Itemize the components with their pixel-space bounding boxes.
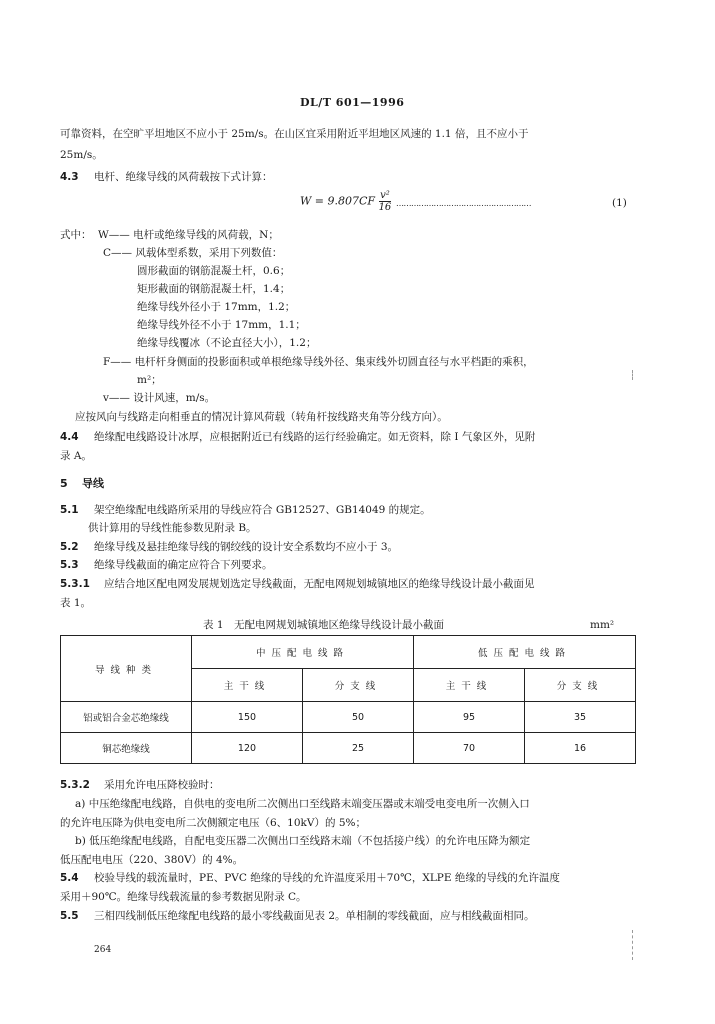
formula-leader-dots: ……………………………………………… bbox=[396, 199, 531, 208]
formula-denominator: 16 bbox=[378, 202, 392, 213]
section-text: 表 1。 bbox=[60, 597, 92, 609]
table-subheader: 主干线 bbox=[192, 669, 303, 702]
scan-edge-line bbox=[632, 370, 633, 380]
table-header-type: 导线种类 bbox=[61, 636, 192, 702]
paragraph-text: 25m/s。 bbox=[60, 149, 103, 161]
section-text: 采用＋90℃。绝缘导线载流量的参考数据见附录 C。 bbox=[60, 891, 307, 903]
def-v: v—— 设计风速，m/s。 bbox=[103, 392, 216, 404]
chapter-number: 5 bbox=[60, 477, 68, 490]
section-number: 5.5 bbox=[60, 910, 79, 922]
section-number: 5.3 bbox=[60, 559, 79, 571]
def-C-item: 绝缘导线外径不小于 17mm，1.1； bbox=[137, 319, 306, 331]
formula-fraction bbox=[379, 190, 392, 213]
def-C-item: 圆形截面的钢筋混凝土杆，0.6； bbox=[137, 265, 291, 277]
def-C: C—— 风载体型系数，采用下列数值： bbox=[103, 247, 283, 259]
section-text: 绝缘导线及悬挂绝缘导线的钢绞线的设计安全系数均不应小于 3。 bbox=[94, 541, 399, 553]
section-number: 5.3.2 bbox=[60, 779, 90, 791]
list-item-text: 的允许电压降为供电变电所二次侧额定电压（6、10kV）的 5%； bbox=[60, 817, 366, 829]
def-C-item: 矩形截面的钢筋混凝土杆，1.4； bbox=[137, 283, 291, 295]
section-text: 架空绝缘配电线路所采用的导线应符合 GB12527、GB14049 的规定。 bbox=[94, 504, 431, 516]
formula-lhs: W = 9.807CF bbox=[300, 194, 376, 208]
section-number: 5.3.1 bbox=[60, 578, 90, 590]
table-header-mv: 中压配电线路 bbox=[192, 636, 414, 669]
paragraph-text: 应按风向与线路走向相垂直的情况计算风荷载（转角杆按线路夹角等分线方向）。 bbox=[75, 411, 448, 423]
section-text: 采用允许电压降校验时： bbox=[104, 779, 220, 791]
table-caption: 表 1 无配电网规划城镇地区绝缘导线设计最小截面 bbox=[203, 619, 445, 631]
paragraph-text: 可靠资料，在空旷平坦地区不应小于 25m/s。在山区宜采用附近平坦地区风速的 1.1 倍，且不应小于 bbox=[60, 128, 529, 140]
table-cell: 35 bbox=[525, 702, 636, 733]
def-F: F—— 电杆杆身侧面的投影面积或单根绝缘导线外径、集束线外切圆直径与水平档距的乘积， bbox=[103, 356, 534, 368]
scan-edge-line bbox=[632, 930, 633, 960]
def-F-unit: m²； bbox=[137, 374, 162, 386]
page-number: 264 bbox=[94, 945, 112, 955]
section-text: 绝缘配电线路设计冰厚，应根据附近已有线路的运行经验确定。如无资料，除 I 气象区外，见附 bbox=[94, 431, 536, 443]
table-row bbox=[61, 702, 636, 733]
section-number: 4.4 bbox=[60, 431, 79, 443]
table-subheader: 分支线 bbox=[303, 669, 414, 702]
defs-intro: 式中： bbox=[60, 229, 92, 241]
chapter-title: 导线 bbox=[82, 477, 104, 490]
section-text: 应结合地区配电网发展规划选定导线截面，无配电网规划城镇地区的绝缘导线设计最小截面见 bbox=[104, 578, 535, 590]
def-C-item: 绝缘导线外径小于 17mm，1.2； bbox=[137, 301, 296, 313]
table-cell: 95 bbox=[414, 702, 525, 733]
def-C-item: 绝缘导线覆冰（不论直径大小），1.2； bbox=[137, 337, 317, 349]
table-subheader: 主干线 bbox=[414, 669, 525, 702]
table-unit: mm² bbox=[590, 619, 615, 631]
list-item-text: b) 低压绝缘配电线路，自配电变压器二次侧出口至线路末端（不包括接户线）的允许电压降为额定 bbox=[75, 835, 531, 847]
section-text: 录 A。 bbox=[60, 450, 92, 462]
table-cell: 150 bbox=[192, 702, 303, 733]
list-item-text: a) 中压绝缘配电线路，自供电的变电所二次侧出口至线路末端变压器或末端受电变电所一次侧入口 bbox=[75, 798, 530, 810]
table-cell: 120 bbox=[192, 733, 303, 764]
section-text: 三相四线制低压绝缘配电线路的最小零线截面见表 2。单相制的零线截面，应与相线截面相同。 bbox=[94, 910, 535, 922]
min-section-table bbox=[60, 635, 636, 764]
table-header-lv: 低压配电线路 bbox=[414, 636, 636, 669]
table-subheader: 分支线 bbox=[525, 669, 636, 702]
section-text: 绝缘导线截面的确定应符合下列要求。 bbox=[94, 559, 273, 571]
section-number: 5.4 bbox=[60, 872, 79, 884]
section-number: 4.3 bbox=[60, 171, 79, 183]
standard-header: DL/T 601—1996 bbox=[300, 96, 405, 109]
section-text: 校验导线的载流量时，PE、PVC 绝缘的导线的允许温度采用＋70℃，XLPE 绝缘的导线的允许温度 bbox=[94, 872, 560, 884]
section-number: 5.1 bbox=[60, 504, 79, 516]
list-item-text: 低压配电电压（220、380V）的 4%。 bbox=[60, 854, 244, 866]
formula bbox=[300, 190, 391, 213]
table-row bbox=[61, 733, 636, 764]
section-number: 5.2 bbox=[60, 541, 79, 553]
table-cell: 50 bbox=[303, 702, 414, 733]
table-cell-type: 铜芯绝缘线 bbox=[61, 733, 192, 764]
formula-numerator: v² bbox=[380, 190, 390, 201]
section-text: 供计算用的导线性能参数见附录 B。 bbox=[88, 522, 257, 534]
table-cell: 16 bbox=[525, 733, 636, 764]
table-cell: 25 bbox=[303, 733, 414, 764]
equation-number: (1) bbox=[612, 197, 627, 209]
table-cell-type: 铝或铝合金芯绝缘线 bbox=[61, 702, 192, 733]
section-text: 电杆、绝缘导线的风荷载按下式计算： bbox=[94, 171, 273, 183]
def-W: W—— 电杆或绝缘导线的风荷载，N； bbox=[98, 229, 279, 241]
table-cell: 70 bbox=[414, 733, 525, 764]
